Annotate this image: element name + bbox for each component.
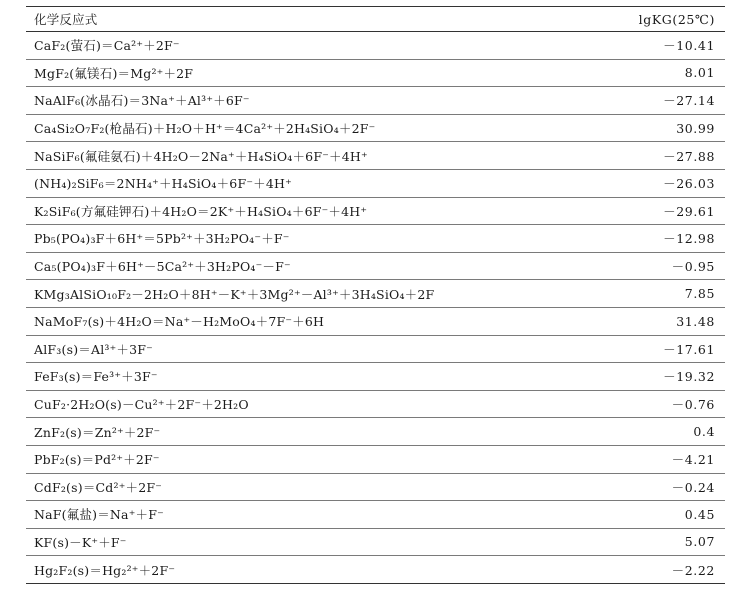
reaction-equation: FeF₃(s)＝Fe³⁺＋3F⁻ bbox=[34, 369, 158, 385]
lgk-value: －27.14 bbox=[663, 93, 715, 109]
table-row bbox=[26, 308, 725, 336]
table-row bbox=[26, 170, 725, 198]
reaction-equation: AlF₃(s)＝Al³⁺＋3F⁻ bbox=[34, 341, 153, 357]
lgk-value: 0.45 bbox=[684, 506, 715, 522]
table-row bbox=[26, 556, 725, 584]
lgk-value: －0.24 bbox=[671, 479, 715, 495]
lgk-value: 0.4 bbox=[693, 424, 715, 440]
reaction-equation: KMg₃AlSiO₁₀F₂－2H₂O＋8H⁺－K⁺＋3Mg²⁺－Al³⁺＋3H₄SiO₄＋2F bbox=[34, 286, 435, 302]
reaction-equation: NaMoF₇(s)＋4H₂O＝Na⁺－H₂MoO₄＋7F⁻＋6H bbox=[34, 314, 325, 330]
table-row bbox=[26, 198, 725, 226]
lgk-value: －4.21 bbox=[671, 452, 715, 468]
reaction-equation: KF(s)－K⁺＋F⁻ bbox=[34, 534, 127, 550]
reaction-equation: Pb₅(PO₄)₃F＋6H⁺＝5Pb²⁺＋3H₂PO₄⁻＋F⁻ bbox=[34, 231, 290, 247]
lgk-value: －29.61 bbox=[663, 203, 715, 219]
lgk-value: －26.03 bbox=[663, 176, 715, 192]
table-row bbox=[26, 253, 725, 281]
table-row bbox=[26, 225, 725, 253]
reaction-equation: NaAlF₆(冰晶石)＝3Na⁺＋Al³⁺＋6F⁻ bbox=[34, 93, 250, 109]
reaction-equation: CaF₂(萤石)＝Ca²⁺＋2F⁻ bbox=[34, 38, 180, 54]
reaction-equation: MgF₂(氟镁石)＝Mg²⁺＋2F bbox=[34, 65, 194, 81]
table-row bbox=[26, 501, 725, 529]
reaction-equation: Hg₂F₂(s)＝Hg₂²⁺＋2F⁻ bbox=[34, 562, 176, 578]
lgk-value: 5.07 bbox=[684, 534, 715, 550]
lgk-value: 31.48 bbox=[676, 313, 715, 329]
table-body bbox=[26, 32, 725, 584]
table-row bbox=[26, 115, 725, 143]
table-row bbox=[26, 418, 725, 446]
lgk-value: －17.61 bbox=[663, 341, 715, 357]
table-row bbox=[26, 60, 725, 88]
reaction-equation: CuF₂·2H₂O(s)－Cu²⁺＋2F⁻＋2H₂O bbox=[34, 397, 249, 413]
reaction-equation: NaF(氟盐)＝Na⁺＋F⁻ bbox=[34, 507, 164, 523]
table-row bbox=[26, 391, 725, 419]
lgk-value: －0.76 bbox=[671, 397, 715, 413]
reaction-equation: PbF₂(s)＝Pd²⁺＋2F⁻ bbox=[34, 452, 160, 468]
header-lgk: lgKG(25℃) bbox=[638, 11, 715, 27]
lgk-value: －2.22 bbox=[671, 562, 715, 578]
reaction-equation: NaSiF₆(氟硅氨石)＋4H₂O－2Na⁺＋H₄SiO₄＋6F⁻＋4H⁺ bbox=[34, 148, 368, 164]
lgk-value: 30.99 bbox=[676, 120, 715, 136]
table-row bbox=[26, 336, 725, 364]
table-row bbox=[26, 446, 725, 474]
reaction-equation: CdF₂(s)＝Cd²⁺＋2F⁻ bbox=[34, 479, 163, 495]
table-row bbox=[26, 280, 725, 308]
lgk-value: －27.88 bbox=[663, 148, 715, 164]
reaction-equation: Ca₅(PO₄)₃F＋6H⁺－5Ca²⁺＋3H₂PO₄⁻－F⁻ bbox=[34, 259, 291, 275]
reaction-equation: Ca₄Si₂O₇F₂(枪晶石)＋H₂O＋H⁺＝4Ca²⁺＋2H₄SiO₄＋2F⁻ bbox=[34, 121, 376, 137]
lgk-value: 8.01 bbox=[684, 65, 715, 81]
table-row bbox=[26, 529, 725, 557]
table-row bbox=[26, 32, 725, 60]
lgk-value: －10.41 bbox=[663, 38, 715, 54]
lgk-value: －19.32 bbox=[663, 369, 715, 385]
lgk-value: －12.98 bbox=[663, 231, 715, 247]
reaction-table bbox=[26, 6, 725, 584]
table-row bbox=[26, 87, 725, 115]
reaction-equation: ZnF₂(s)＝Zn²⁺＋2F⁻ bbox=[34, 424, 161, 440]
reaction-equation: K₂SiF₆(方氟硅钾石)＋4H₂O＝2K⁺＋H₄SiO₄＋6F⁻＋4H⁺ bbox=[34, 203, 368, 219]
lgk-value: －0.95 bbox=[671, 259, 715, 275]
lgk-value: 7.85 bbox=[684, 286, 715, 302]
table-row bbox=[26, 363, 725, 391]
reaction-equation: (NH₄)₂SiF₆＝2NH₄⁺＋H₄SiO₄＋6F⁻＋4H⁺ bbox=[34, 176, 292, 192]
header-reaction: 化学反应式 bbox=[34, 12, 98, 27]
table-header bbox=[26, 6, 725, 32]
table-row bbox=[26, 142, 725, 170]
table-row bbox=[26, 474, 725, 502]
